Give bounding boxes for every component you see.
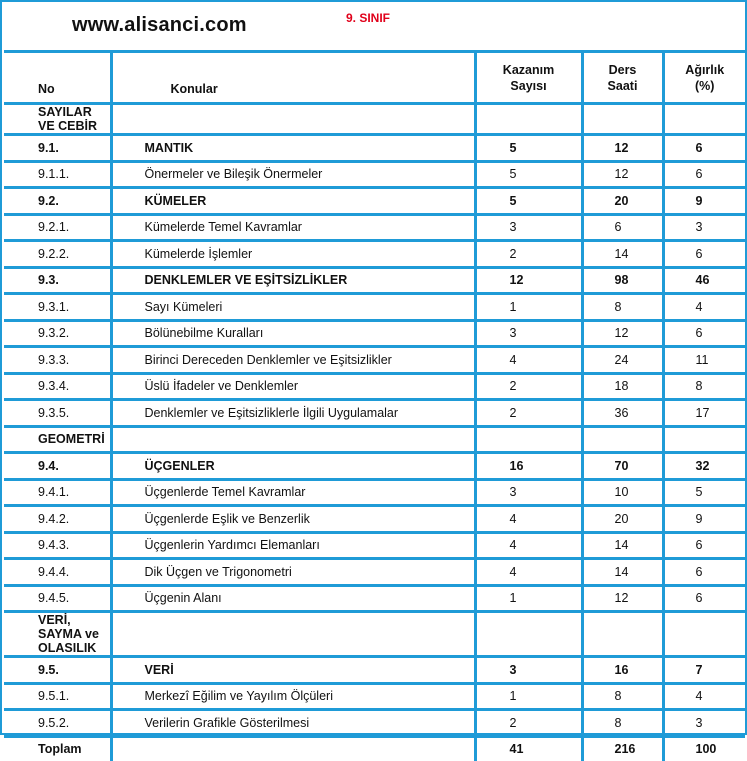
row-konu: DENKLEMLER VE EŞİTSİZLİKLER — [111, 267, 475, 294]
row-ders-saati: 20 — [582, 506, 663, 533]
row-ders-saati: 98 — [582, 267, 663, 294]
row-kazanim: 2 — [475, 241, 582, 268]
row-kazanim: 16 — [475, 453, 582, 480]
row-no: 9.3.2. — [4, 320, 111, 347]
table-row — [4, 479, 745, 506]
header-konular: Konular — [111, 53, 475, 104]
row-ders-saati: 20 — [582, 188, 663, 215]
row-no: 9.4.3. — [4, 532, 111, 559]
row-ders-saati: 12 — [582, 161, 663, 188]
row-ders-saati — [582, 426, 663, 453]
row-agirlik: 11 — [663, 347, 745, 374]
table-row — [4, 161, 745, 188]
header-agirlik — [663, 53, 745, 104]
row-kazanim: 12 — [475, 267, 582, 294]
row-kazanim: 4 — [475, 506, 582, 533]
row-konu: Üçgenlerde Temel Kavramlar — [111, 479, 475, 506]
row-agirlik — [663, 104, 745, 135]
row-agirlik: 6 — [663, 559, 745, 586]
curriculum-table — [4, 53, 745, 761]
row-agirlik: 6 — [663, 320, 745, 347]
row-agirlik: 8 — [663, 373, 745, 400]
section-row — [4, 612, 745, 657]
row-kazanim: 5 — [475, 161, 582, 188]
row-konu: ÜÇGENLER — [111, 453, 475, 480]
row-konu — [111, 426, 475, 453]
row-no: SAYILAR VE CEBİR — [4, 104, 111, 135]
row-no: 9.2. — [4, 188, 111, 215]
grade-label: 9. SINIF — [346, 11, 391, 25]
header-kazanim-line1: Kazanım — [502, 62, 555, 77]
row-konu: Üçgenin Alanı — [111, 585, 475, 612]
header-no: No — [4, 53, 111, 104]
row-kazanim: 1 — [475, 683, 582, 710]
row-konu: Kümelerde İşlemler — [111, 241, 475, 268]
row-agirlik — [663, 612, 745, 657]
row-no: 9.1.1. — [4, 161, 111, 188]
header-agirlik-line1: Ağırlık — [685, 62, 725, 77]
table-row — [4, 320, 745, 347]
table-row — [4, 214, 745, 241]
row-konu — [111, 612, 475, 657]
row-no: 9.3.3. — [4, 347, 111, 374]
header-ders-saati — [582, 53, 663, 104]
row-konu: Merkezî Eğilim ve Yayılım Ölçüleri — [111, 683, 475, 710]
row-agirlik: 4 — [663, 683, 745, 710]
row-ders-saati — [582, 612, 663, 657]
row-kazanim: 4 — [475, 347, 582, 374]
row-konu: VERİ — [111, 657, 475, 684]
row-no: 9.4.4. — [4, 559, 111, 586]
row-kazanim: 5 — [475, 135, 582, 162]
row-agirlik: 7 — [663, 657, 745, 684]
table-row — [4, 294, 745, 321]
row-no: 9.4.2. — [4, 506, 111, 533]
row-konu: Verilerin Grafikle Gösterilmesi — [111, 710, 475, 737]
header-kazanim-line2: Sayısı — [510, 78, 547, 93]
total-kazanim: 41 — [475, 736, 582, 761]
table-row — [4, 453, 745, 480]
row-agirlik — [663, 426, 745, 453]
row-no: 9.4.1. — [4, 479, 111, 506]
row-kazanim: 3 — [475, 320, 582, 347]
table-row — [4, 188, 745, 215]
row-agirlik: 6 — [663, 532, 745, 559]
table-row — [4, 710, 745, 737]
row-ders-saati: 14 — [582, 532, 663, 559]
title-bar — [4, 4, 745, 51]
site-name: www.alisanci.com — [72, 14, 247, 36]
row-kazanim: 4 — [475, 532, 582, 559]
row-kazanim: 2 — [475, 373, 582, 400]
table-row — [4, 373, 745, 400]
table-header-row — [4, 53, 745, 104]
row-kazanim — [475, 104, 582, 135]
section-row — [4, 104, 745, 135]
row-agirlik: 6 — [663, 585, 745, 612]
row-kazanim: 5 — [475, 188, 582, 215]
row-konu — [111, 104, 475, 135]
row-kazanim: 2 — [475, 710, 582, 737]
row-kazanim: 1 — [475, 585, 582, 612]
row-ders-saati: 8 — [582, 710, 663, 737]
row-ders-saati: 24 — [582, 347, 663, 374]
row-konu: Denklemler ve Eşitsizliklerle İlgili Uygulamalar — [111, 400, 475, 427]
row-no: 9.3. — [4, 267, 111, 294]
row-kazanim: 3 — [475, 479, 582, 506]
row-konu: Sayı Kümeleri — [111, 294, 475, 321]
row-no: 9.5. — [4, 657, 111, 684]
row-kazanim: 3 — [475, 657, 582, 684]
row-konu: Üçgenlerin Yardımcı Elemanları — [111, 532, 475, 559]
table-row — [4, 400, 745, 427]
table-row — [4, 267, 745, 294]
row-konu: Bölünebilme Kuralları — [111, 320, 475, 347]
header-agirlik-line2: (%) — [695, 78, 715, 93]
row-konu: Üslü İfadeler ve Denklemler — [111, 373, 475, 400]
row-no: GEOMETRİ — [4, 426, 111, 453]
row-ders-saati: 14 — [582, 559, 663, 586]
section-row — [4, 426, 745, 453]
header-ders-line2: Saati — [607, 78, 638, 93]
row-no: VERİ, SAYMA ve OLASILIK — [4, 612, 111, 657]
row-konu: Dik Üçgen ve Trigonometri — [111, 559, 475, 586]
row-konu: Birinci Dereceden Denklemler ve Eşitsizlikler — [111, 347, 475, 374]
row-konu: Önermeler ve Bileşik Önermeler — [111, 161, 475, 188]
row-agirlik: 17 — [663, 400, 745, 427]
row-kazanim: 2 — [475, 400, 582, 427]
row-agirlik: 9 — [663, 188, 745, 215]
row-kazanim — [475, 426, 582, 453]
row-ders-saati: 70 — [582, 453, 663, 480]
row-ders-saati: 10 — [582, 479, 663, 506]
row-no: 9.5.1. — [4, 683, 111, 710]
table-row — [4, 585, 745, 612]
row-no: 9.5.2. — [4, 710, 111, 737]
row-kazanim — [475, 612, 582, 657]
row-no: 9.3.4. — [4, 373, 111, 400]
row-agirlik: 5 — [663, 479, 745, 506]
row-ders-saati: 8 — [582, 683, 663, 710]
row-konu: Kümelerde Temel Kavramlar — [111, 214, 475, 241]
row-agirlik: 4 — [663, 294, 745, 321]
total-ders-saati: 216 — [582, 736, 663, 761]
table-row — [4, 135, 745, 162]
row-no: 9.3.5. — [4, 400, 111, 427]
row-agirlik: 6 — [663, 135, 745, 162]
row-konu: MANTIK — [111, 135, 475, 162]
row-konu: KÜMELER — [111, 188, 475, 215]
row-ders-saati: 14 — [582, 241, 663, 268]
row-ders-saati: 12 — [582, 135, 663, 162]
total-row — [4, 736, 745, 761]
row-no: 9.4. — [4, 453, 111, 480]
header-kazanim — [475, 53, 582, 104]
row-ders-saati: 18 — [582, 373, 663, 400]
header-ders-line1: Ders — [608, 62, 637, 77]
row-ders-saati: 8 — [582, 294, 663, 321]
row-ders-saati: 12 — [582, 320, 663, 347]
table-row — [4, 241, 745, 268]
row-agirlik: 32 — [663, 453, 745, 480]
row-agirlik: 6 — [663, 161, 745, 188]
row-agirlik: 3 — [663, 710, 745, 737]
row-no: 9.3.1. — [4, 294, 111, 321]
row-ders-saati: 12 — [582, 585, 663, 612]
row-no: 9.1. — [4, 135, 111, 162]
row-agirlik: 9 — [663, 506, 745, 533]
table-row — [4, 657, 745, 684]
row-no: 9.4.5. — [4, 585, 111, 612]
row-agirlik: 3 — [663, 214, 745, 241]
row-kazanim: 1 — [475, 294, 582, 321]
row-kazanim: 4 — [475, 559, 582, 586]
row-no: 9.2.2. — [4, 241, 111, 268]
row-agirlik: 6 — [663, 241, 745, 268]
table-row — [4, 532, 745, 559]
total-konu — [111, 736, 475, 761]
table-row — [4, 347, 745, 374]
row-konu: Üçgenlerde Eşlik ve Benzerlik — [111, 506, 475, 533]
total-agirlik: 100 — [695, 742, 717, 757]
table-row — [4, 683, 745, 710]
table-row — [4, 559, 745, 586]
table-row — [4, 506, 745, 533]
row-no: 9.2.1. — [4, 214, 111, 241]
row-kazanim: 3 — [475, 214, 582, 241]
row-ders-saati: 6 — [582, 214, 663, 241]
total-label: Toplam — [4, 736, 111, 761]
row-ders-saati — [582, 104, 663, 135]
row-agirlik: 46 — [663, 267, 745, 294]
row-ders-saati: 16 — [582, 657, 663, 684]
row-ders-saati: 36 — [582, 400, 663, 427]
